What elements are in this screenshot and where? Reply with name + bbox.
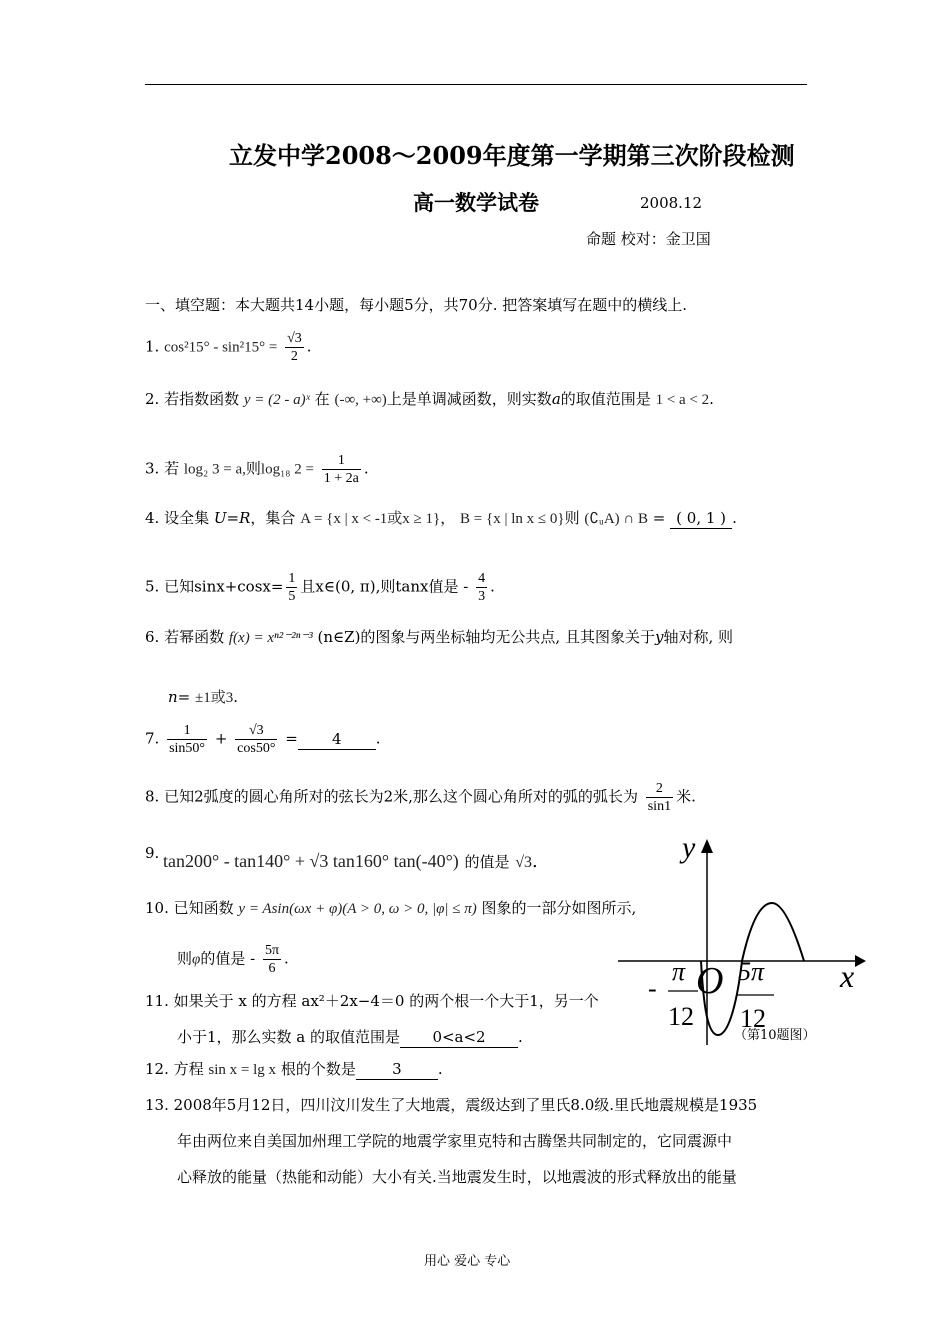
q3-answer-num: 1 (337, 453, 345, 468)
q9-expression: tan200° - tan140° + √3 tan160° tan(-40°) (163, 851, 459, 871)
q2-text-d: 的取值范围是 (560, 390, 651, 408)
q8-unit: 米 (676, 787, 692, 806)
q6-text-c: 轴对称, 则 (663, 628, 733, 646)
q8-text: 8. 已知2弧度的圆心角所对的弦长为2米,那么这个圆心角所对的弧的弧长为 (145, 787, 638, 806)
q7-fraction-1 (167, 722, 207, 757)
q10-function: y = Asin(ωx + φ)(A > 0, ω > 0, |φ| ≤ π) (238, 901, 477, 917)
q2-text-a: 2. 若指数函数 (145, 390, 240, 408)
q10-answer-den: 6 (263, 959, 281, 977)
exam-subtitle: 高一数学试卷 (413, 190, 539, 215)
q1-answer-den: 2 (285, 347, 304, 365)
tick-1-num: π (672, 957, 686, 986)
q3-expression: log₂ 3 = a, (183, 461, 246, 478)
q4-set-b: B = {x | ln x ≤ 0} (460, 511, 565, 527)
q10-text-c: 则 (177, 949, 193, 968)
q12-expression: sin x = lg x (208, 1062, 277, 1078)
question-2: 2. 若指数函数 y = (2 - a)ˣ 在 (-∞, +∞)上是单调减函数，则实数a的取值范围是 1 < a < 2. (145, 390, 714, 408)
q4-expression: (∁ᵤA) ∩ B (584, 511, 648, 527)
q7-fraction-2-den: cos50° (237, 741, 276, 756)
x-axis-label: x (840, 958, 855, 994)
question-4: 4. 设全集 U=R，集合 A = {x | x < -1或x ≥ 1}， B = {x | ln x ≤ 0}则 (∁ᵤA) ∩ B = ( 0, 1 ) . (145, 509, 737, 527)
q4-text-b: ，集合 (250, 509, 296, 527)
question-9 (145, 843, 159, 863)
q10-answer-num: 5π (264, 943, 280, 958)
q9-text: 的值是 (464, 853, 510, 871)
q5-text-a: 5. 已知sinx+cosx= (145, 577, 284, 596)
q6-text-a: 6. 若幂函数 (145, 628, 225, 646)
q6-n-label: n= (168, 688, 191, 706)
tick-1-den: 12 (668, 1002, 694, 1031)
q1-number: 1. (145, 337, 160, 356)
q3-text-b: 则 (245, 459, 261, 478)
q6-var: y (654, 628, 664, 646)
q3-expression-2: log₁₈ 2 = (260, 461, 314, 478)
q12-text-a: 12. 方程 (145, 1060, 204, 1078)
q11-text: 小于1，那么实数 a 的取值范围是 (177, 1028, 401, 1046)
q4-set-a: A = {x | x < -1或x ≥ 1} (300, 511, 441, 527)
q9-answer: √3 (515, 854, 533, 871)
question-7: 7. $\frac{1}{\sin 50^\circ}$ + $\frac{√3}{\cos 50^\circ}$ = 4 . (145, 723, 381, 756)
page-footer: 用心 爱心 专心 (424, 1254, 511, 1269)
y-axis-arrow (701, 839, 713, 853)
question-11-line-2: 小于1，那么实数 a 的取值范围是 0<a<2 . (177, 1028, 523, 1046)
q8-answer-num: 2 (655, 781, 663, 796)
question-6 (145, 627, 733, 648)
q4-universe: U=R (213, 509, 251, 527)
question-3: 3. 若 log₂ 3 = a,则log₁₈ 2 = $\frac{1}{1 + 2a}$ . (145, 453, 369, 486)
origin-label: O (696, 960, 724, 1002)
q1-expression: cos²15° - sin²15° = (164, 339, 278, 356)
question-13-line-3: 心释放的能量（热能和动能）大小有关.当地震发生时，以地震波的形式释放出的能量 (177, 1168, 737, 1186)
header-rule (145, 84, 807, 85)
q3-answer-den: 1 + 2a (323, 471, 359, 486)
sine-graph-figure (610, 835, 870, 1050)
question-10 (145, 898, 636, 919)
q7-plus: + (214, 729, 228, 748)
exam-title: 立发中学2008～2009年度第一学期第三次阶段检测 (229, 141, 795, 170)
q5-fraction (286, 570, 297, 605)
q7-fraction-2-num: √3 (248, 723, 264, 738)
x-axis-arrow (855, 955, 866, 967)
figure-caption: （第10题图） (734, 1028, 816, 1043)
q7-fraction-1-num: 1 (183, 723, 191, 738)
q1-answer-num: √3 (287, 331, 302, 346)
question-10-answer-line: 则φ的值是 - $\frac{5\pi}{6}$ . (177, 943, 289, 976)
q10-text-b: 图象的一部分如图所示, (481, 899, 637, 917)
q4-text-c: 则 (564, 509, 580, 527)
exam-author: 命题 校对：金卫国 (586, 230, 711, 248)
q10-var: φ (192, 951, 201, 968)
q5-fraction-den: 5 (288, 589, 296, 604)
q8-answer (646, 780, 673, 815)
question-13-line-1: 13. 2008年5月12日，四川汶川发生了大地震，震级达到了里氏8.0级.里氏地震规模是1935 (145, 1096, 758, 1114)
question-9-body: tan200° - tan140° + √3 tan160° tan(-40°) 的值是 √3. (163, 851, 538, 872)
q7-equals: = (285, 729, 298, 748)
question-11: 11. 如果关于 x 的方程 ax²＋2x−4＝0 的两个根一个大于1，另一个 (145, 992, 599, 1010)
question-6-answer-line: n= ±1或3. (168, 688, 239, 706)
question-12: 12. 方程 sin x = lg x 根的个数是 3 . (145, 1060, 443, 1078)
exam-date: 2008.12 (640, 194, 703, 212)
q2-answer: 1 < a < 2 (655, 392, 710, 408)
q5-answer-num: 4 (478, 571, 486, 586)
q2-function: y = (2 - a)ˣ (243, 392, 310, 408)
y-axis-label: y (682, 835, 696, 864)
q7-fraction-2 (235, 722, 277, 757)
q9-number: 9. (145, 844, 160, 862)
question-13-line-2: 年由两位来自美国加州理工学院的地震学家里克特和古腾堡共同制定的，它同震源中 (177, 1132, 733, 1150)
q5-fraction-num: 1 (288, 571, 296, 586)
q2-text-c: 上是单调减函数，则实数 (386, 390, 552, 408)
q5-text-b: 且x∈(0, π),则tanx值是 - (300, 577, 469, 596)
q1-answer (285, 330, 304, 365)
q4-answer: ( 0, 1 ) (670, 508, 732, 529)
q6-function: f(x) = xⁿ²⁻²ⁿ⁻³ (228, 630, 313, 646)
q2-text-b: 在 (314, 390, 330, 408)
q7-number: 7. (145, 729, 160, 748)
question-8: 8. 已知2弧度的圆心角所对的弦长为2米,那么这个圆心角所对的弧的弧长为 $\frac{2}{\sin 1}$ 米. (145, 781, 696, 814)
q7-answer: 4 (298, 729, 376, 750)
neg-sign: - (648, 974, 657, 1003)
q3-text-a: 3. 若 (145, 459, 180, 478)
q8-answer-den: sin1 (647, 799, 672, 814)
section-heading: 一、填空题：本大题共14小题，每小题5分，共70分. 把答案填写在题中的横线上. (145, 296, 688, 314)
tick-2-num: 5π (738, 957, 765, 986)
q6-answer: ±1或3 (195, 690, 234, 706)
q2-var: a (551, 390, 561, 408)
q10-text-d: 的值是 - (200, 949, 256, 968)
q10-text-a: 10. 已知函数 (145, 899, 234, 917)
q2-interval: (-∞, +∞) (334, 392, 387, 408)
q12-text-b: 根的个数是 (280, 1060, 356, 1078)
q3-answer (322, 452, 361, 487)
q5-answer-den: 3 (478, 589, 486, 604)
q4-text-a: 4. 设全集 (145, 509, 210, 527)
question-5: 5. 已知sinx+cosx= $\frac{1}{5}$ 且x∈(0, π),则tanx值是 - $\frac{4}{3}$ . (145, 571, 495, 604)
q11-answer: 0<a<2 (400, 1027, 518, 1048)
q12-answer: 3 (356, 1059, 438, 1080)
question-1: 1. cos²15° - sin²15° = $\frac{√3}{2}$ . (145, 331, 312, 364)
q10-answer (263, 942, 281, 977)
tick-2-den: 12 (740, 1004, 766, 1033)
q6-text-b: (n∈Z)的图象与两坐标轴均无公共点, 且其图象关于 (317, 628, 655, 646)
q5-answer (476, 570, 487, 605)
q7-fraction-1-den: sin50° (169, 741, 206, 756)
